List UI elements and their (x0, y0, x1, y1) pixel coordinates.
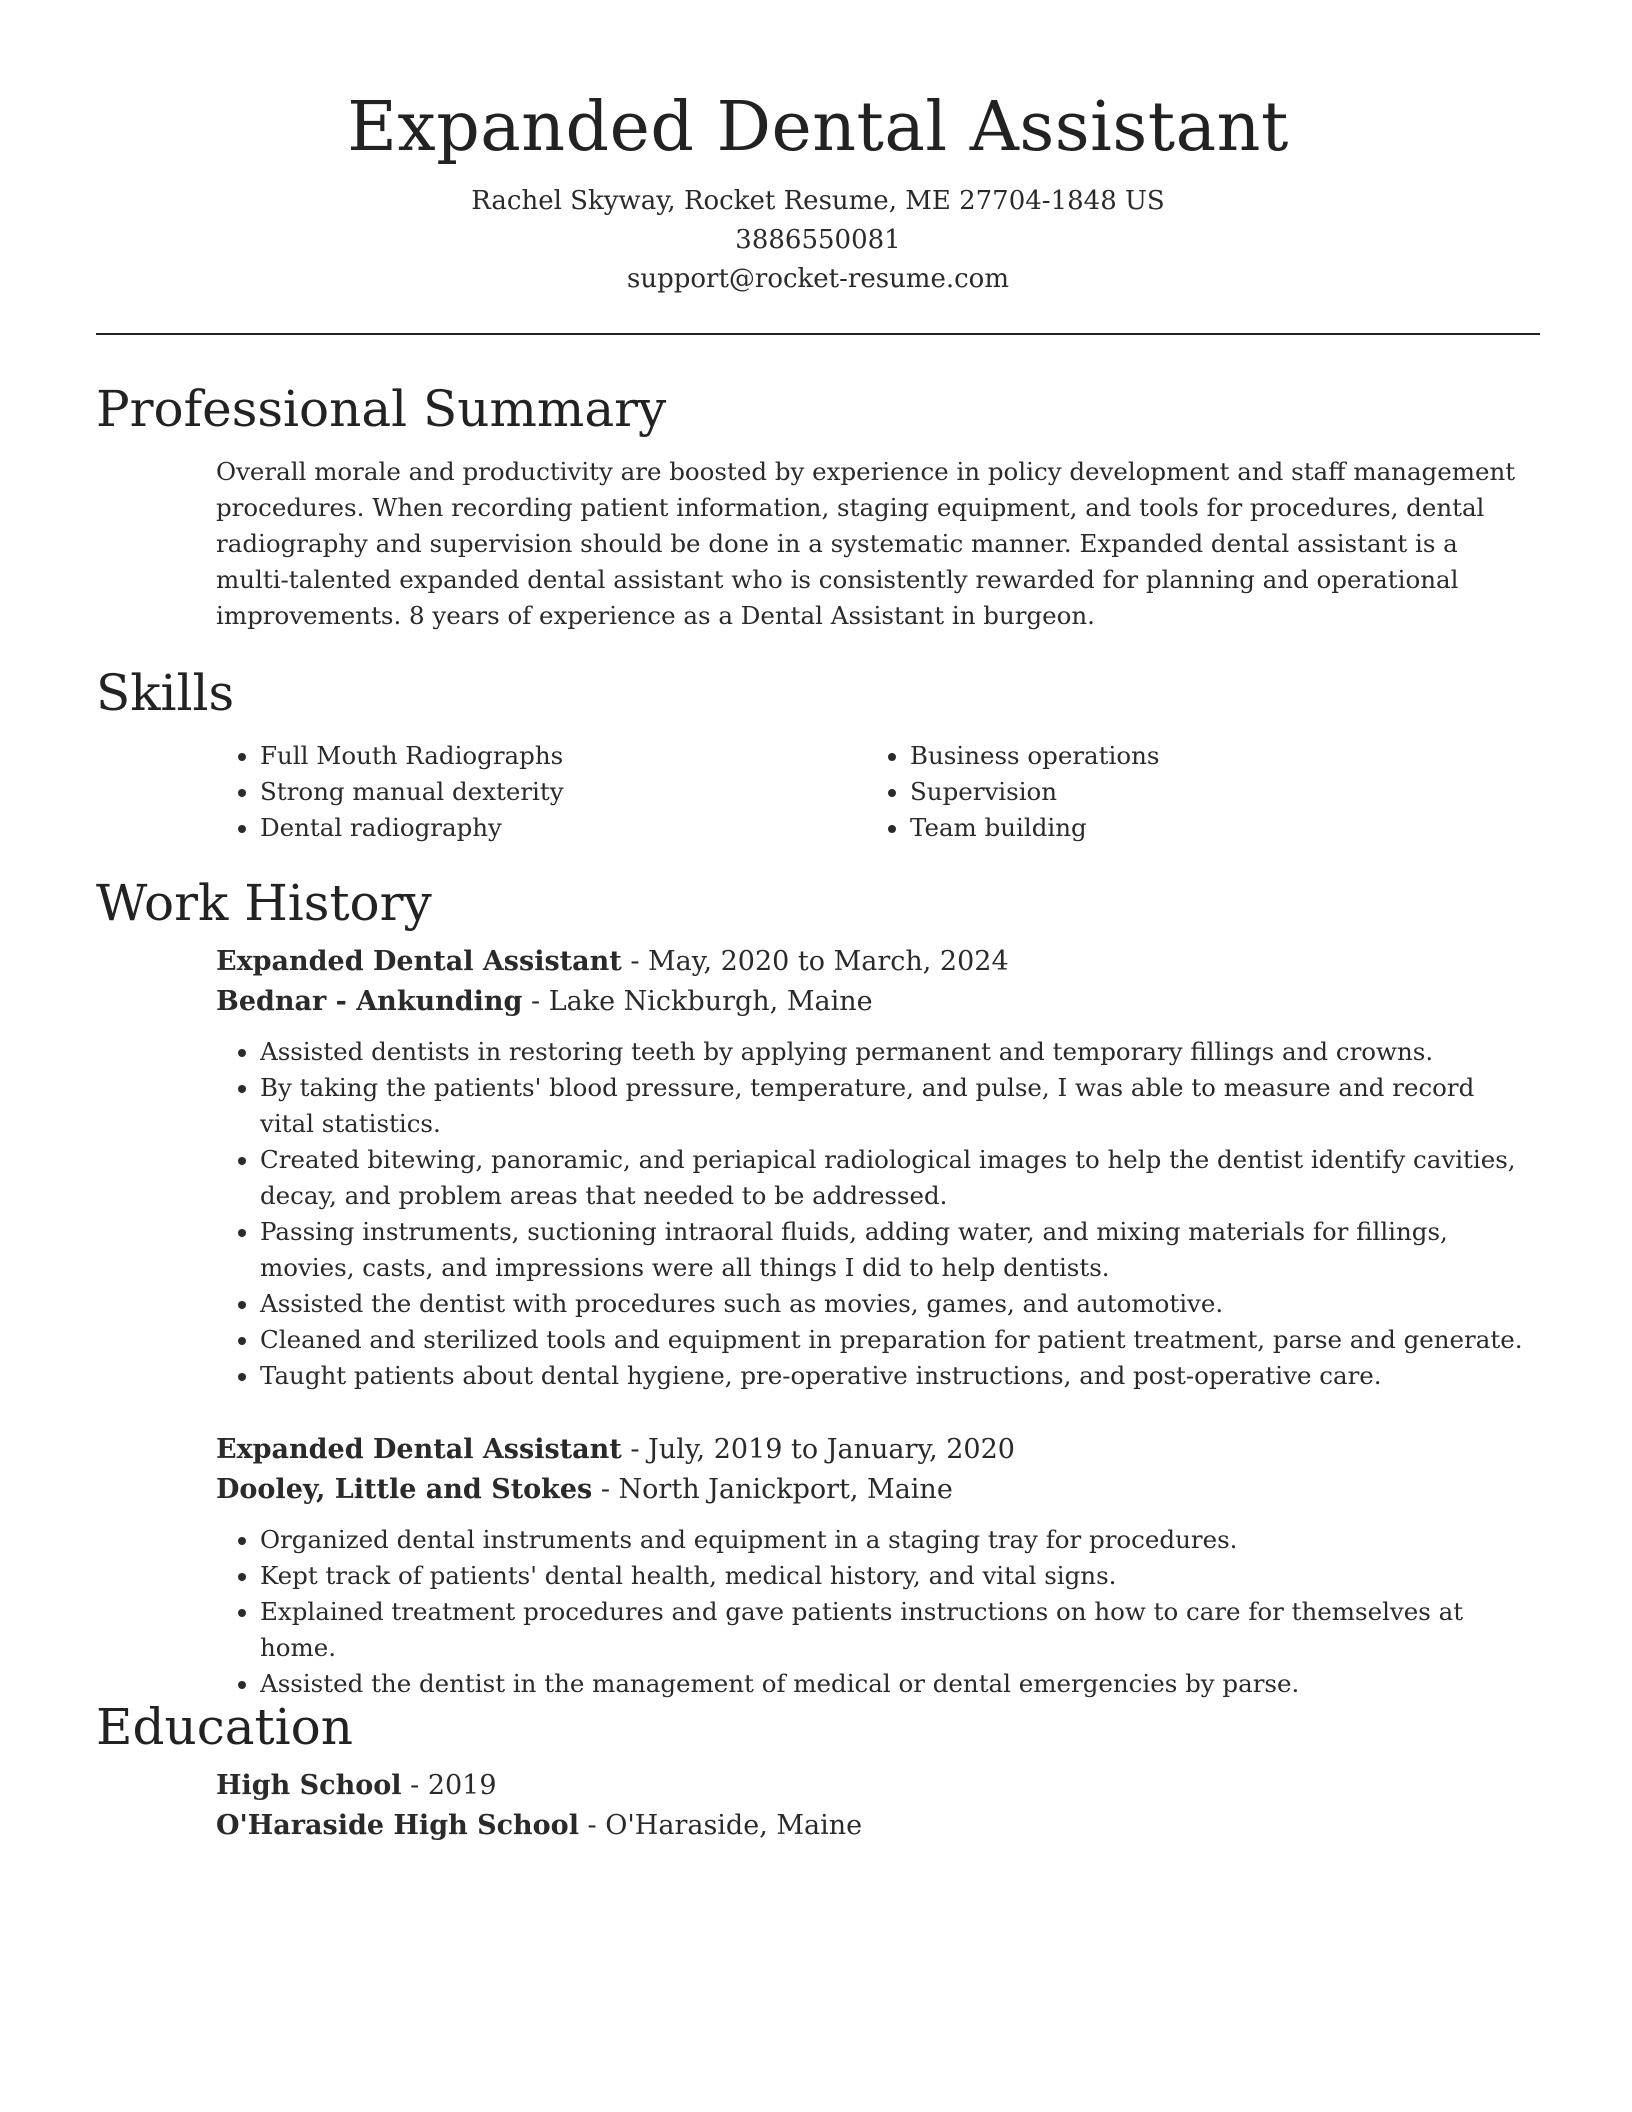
skills-column-left (216, 738, 866, 846)
job-dates: - July, 2019 to January, 2020 (621, 1434, 1015, 1465)
job-company-line (216, 982, 1532, 1022)
contact-info (96, 182, 1540, 299)
skill-item: • Strong manual dexterity (260, 774, 866, 810)
education-year: - 2019 (401, 1770, 497, 1801)
header-divider (96, 333, 1540, 335)
job-dates: - May, 2020 to March, 2024 (621, 946, 1009, 977)
skill-item: • Supervision (910, 774, 1516, 810)
education-degree-line (216, 1766, 1532, 1806)
skill-item: • Dental radiography (260, 810, 866, 846)
resume-page (96, 0, 1540, 1841)
job-location: - Lake Nickburgh, Maine (522, 986, 873, 1017)
skills-section (96, 662, 1540, 846)
skill-item: • Business operations (910, 738, 1516, 774)
summary-text: Overall morale and productivity are boosted by experience in policy development and staff management procedures. When recording patient information, staging equipment, and tools for procedures, dental radiography and supervision should be done in a systematic manner. Expanded dental assistant is a multi-talented expanded dental assistant who is consistently rewarded for planning and operational improvements. 8 years of experience as a Dental Assistant in burgeon. (216, 457, 1516, 630)
education-section (96, 1696, 1540, 1846)
job-company: Bednar - Ankunding (216, 986, 523, 1017)
section-title-work-history: Work History (96, 874, 432, 932)
education-degree: High School (216, 1770, 402, 1801)
job-bullet: • Kept track of patients' dental health, medical history, and vital signs. (260, 1558, 1532, 1594)
job-bullet: • Assisted the dentist in the management of medical or dental emergencies by parse. (260, 1666, 1532, 1702)
job-bullet: • Organized dental instruments and equipment in a staging tray for procedures. (260, 1522, 1532, 1558)
job-bullet: • Cleaned and sterilized tools and equipment in preparation for patient treatment, parse and generate. (260, 1322, 1532, 1358)
skills-grid (216, 738, 1532, 846)
job-title: Expanded Dental Assistant (216, 946, 622, 977)
section-title-summary: Professional Summary (96, 380, 667, 438)
job-entry (216, 942, 1532, 1394)
job-company-line (216, 1470, 1532, 1510)
job-bullets (216, 1034, 1532, 1394)
job-title-line (216, 1430, 1532, 1470)
education-school: O'Haraside High School (216, 1810, 579, 1841)
skills-column-right (866, 738, 1516, 846)
summary-section (96, 378, 1540, 634)
section-title-skills: Skills (96, 664, 235, 722)
candidate-name: Expanded Dental Assistant (347, 88, 1289, 167)
job-bullet: • Taught patients about dental hygiene, pre-operative instructions, and post-operative care. (260, 1358, 1532, 1394)
education-location: - O'Haraside, Maine (578, 1810, 863, 1841)
section-title-education: Education (96, 1698, 353, 1756)
job-bullet: • Assisted the dentist with procedures such as movies, games, and automotive. (260, 1286, 1532, 1322)
job-bullets (216, 1522, 1532, 1702)
job-title-line (216, 942, 1532, 982)
job-title: Expanded Dental Assistant (216, 1434, 622, 1465)
education-school-line (216, 1806, 1532, 1846)
skill-item: • Full Mouth Radiographs (260, 738, 866, 774)
resume-header (96, 0, 1540, 335)
job-location: - North Janickport, Maine (592, 1474, 953, 1505)
contact-email: support@rocket-resume.com (626, 264, 1009, 294)
contact-address: Rachel Skyway, Rocket Resume, ME 27704-1848 US (471, 186, 1165, 216)
job-company: Dooley, Little and Stokes (216, 1474, 593, 1505)
job-bullet: • Assisted dentists in restoring teeth by applying permanent and temporary fillings and crowns. (260, 1034, 1532, 1070)
job-bullet: • Explained treatment procedures and gave patients instructions on how to care for themselves at home. (260, 1594, 1532, 1666)
education-entry (216, 1766, 1532, 1846)
job-bullet: • By taking the patients' blood pressure, temperature, and pulse, I was able to measure and record vital statistics. (260, 1070, 1532, 1142)
skill-item: • Team building (910, 810, 1516, 846)
work-history-section (96, 872, 1540, 1702)
contact-phone: 3886550081 (735, 225, 901, 255)
job-bullet: • Created bitewing, panoramic, and periapical radiological images to help the dentist identify cavities, decay, and problem areas that needed to be addressed. (260, 1142, 1532, 1214)
job-bullet: • Passing instruments, suctioning intraoral fluids, adding water, and mixing materials for fillings, movies, casts, and impressions were all things I did to help dentists. (260, 1214, 1532, 1286)
job-entry (216, 1430, 1532, 1702)
